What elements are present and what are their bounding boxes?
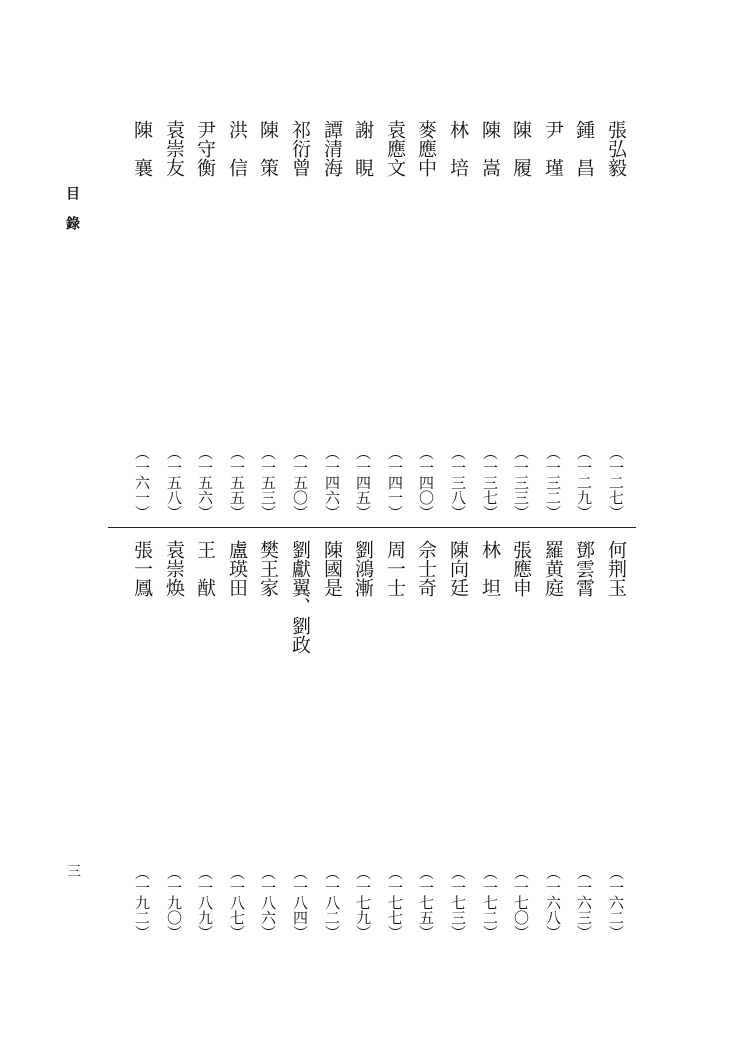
toc-entry-name: 袁應文 [384,120,406,177]
toc-entry [320,120,344,520]
toc-entry-page: （一三三） [512,445,530,520]
toc-entry [414,540,438,940]
toc-entry-page: （一八七） [228,865,246,940]
toc-entry [225,540,249,940]
toc-entry-page: （一七五） [417,865,435,940]
toc-entry-page: （一四五） [354,445,372,520]
toc-entry [604,540,628,940]
toc-entry-name: 尹守衡 [194,120,216,177]
toc-entry-name: 張弘毅 [605,120,627,177]
toc-entry-page: （一九〇） [165,865,183,940]
toc-entry [256,120,280,520]
toc-entry [541,120,565,520]
toc-entry-name: 謝 睍 [352,120,374,177]
toc-entry-name: 劉鴻漸 [352,540,374,597]
toc-entry-name: 盧瑛田 [226,540,248,597]
toc-entry-name: 林 坦 [479,540,501,597]
toc-entry [162,120,186,520]
toc-entry-name: 何荆玉 [605,540,627,597]
toc-entry-page: （一八六） [259,865,277,940]
toc-entry-name: 麥應中 [415,120,437,177]
toc-entry-page: （一五五） [228,445,246,520]
toc-entry-page: （一五〇） [291,445,309,520]
toc-entry [572,540,596,940]
toc-entry-page: （一三二） [544,445,562,520]
toc-entry-page: （一八四） [291,865,309,940]
toc-entry-name: 張應申 [510,540,532,597]
toc-entry [256,540,280,940]
toc-entry [225,120,249,520]
toc-entry-name: 周一士 [384,540,406,597]
toc-entry [288,540,312,940]
toc-entry [351,540,375,940]
toc-entry-page: （一七七） [386,865,404,940]
toc-entry [383,120,407,520]
toc-entry-name: 羅黄庭 [542,540,564,597]
toc-entry-name: 陳向廷 [447,540,469,597]
toc-entry-page: （一六二） [607,865,625,940]
toc-entry-page: （一四六） [323,445,341,520]
toc-entry-name: 洪 信 [226,120,248,177]
page-header-title: 目錄 [64,186,80,246]
toc-entry-name: 袁崇焕 [163,540,185,597]
toc-entry [478,120,502,520]
toc-entry [414,120,438,520]
toc-entry [478,540,502,940]
toc-entry-name: 林 培 [447,120,469,177]
section-divider [108,527,636,528]
toc-entry-name: 譚清海 [321,120,343,177]
toc-entry-name: 陳 履 [510,120,532,177]
toc-entry [604,120,628,520]
toc-entry-name: 鍾 昌 [573,120,595,177]
toc-entry-page: （一二九） [575,445,593,520]
toc-entry-page: （一三八） [449,445,467,520]
toc-entry-name: 陳 襄 [131,120,153,177]
toc-entry-page: （一六八） [544,865,562,940]
toc-entry-page: （一七二） [481,865,499,940]
toc-entry [130,540,154,940]
toc-entry-name: 陳 嵩 [479,120,501,177]
toc-entry-name: 陳 策 [257,120,279,177]
toc-entry [509,540,533,940]
toc-entry [130,120,154,520]
toc-entry-name: 劉獻翼、劉政 [289,540,311,654]
toc-entry-page: （一七三） [449,865,467,940]
toc-entry-page: （一七九） [354,865,372,940]
toc-entry-page: （一三七） [481,445,499,520]
toc-entry-name: 祁衍曾 [289,120,311,177]
toc-entry [320,540,344,940]
toc-entry-name: 張一鳳 [131,540,153,597]
toc-entry [288,120,312,520]
toc-entry-name: 尹 瑾 [542,120,564,177]
toc-entry-page: （一八二） [323,865,341,940]
toc-entry-name: 佘士奇 [415,540,437,597]
toc-entry-page: （一六三） [575,865,593,940]
page-number: 三 [67,864,81,880]
toc-entry-name: 鄧雲霄 [573,540,595,597]
toc-entry [193,120,217,520]
toc-entry-name: 王 猷 [194,540,216,597]
toc-entry [446,120,470,520]
toc-entry [572,120,596,520]
toc-entry-page: （一六一） [133,445,151,520]
toc-entry-page: （一四〇） [417,445,435,520]
toc-entry-page: （一四一） [386,445,404,520]
toc-entry-name: 袁崇友 [163,120,185,177]
toc-entry-page: （一五六） [196,445,214,520]
toc-entry [351,120,375,520]
toc-entry [509,120,533,520]
toc-entry-page: （一九二） [133,865,151,940]
toc-entry-page: （一七〇） [512,865,530,940]
toc-entry-name: 陳國是 [321,540,343,597]
toc-entry-page: （一八九） [196,865,214,940]
toc-entry-page: （一二七） [607,445,625,520]
toc-entry [383,540,407,940]
toc-entry-page: （一五八） [165,445,183,520]
toc-entry-name: 樊王家 [257,540,279,597]
toc-entry-page: （一五三） [259,445,277,520]
toc-entry [193,540,217,940]
toc-entry [162,540,186,940]
toc-entry [446,540,470,940]
toc-entry [541,540,565,940]
